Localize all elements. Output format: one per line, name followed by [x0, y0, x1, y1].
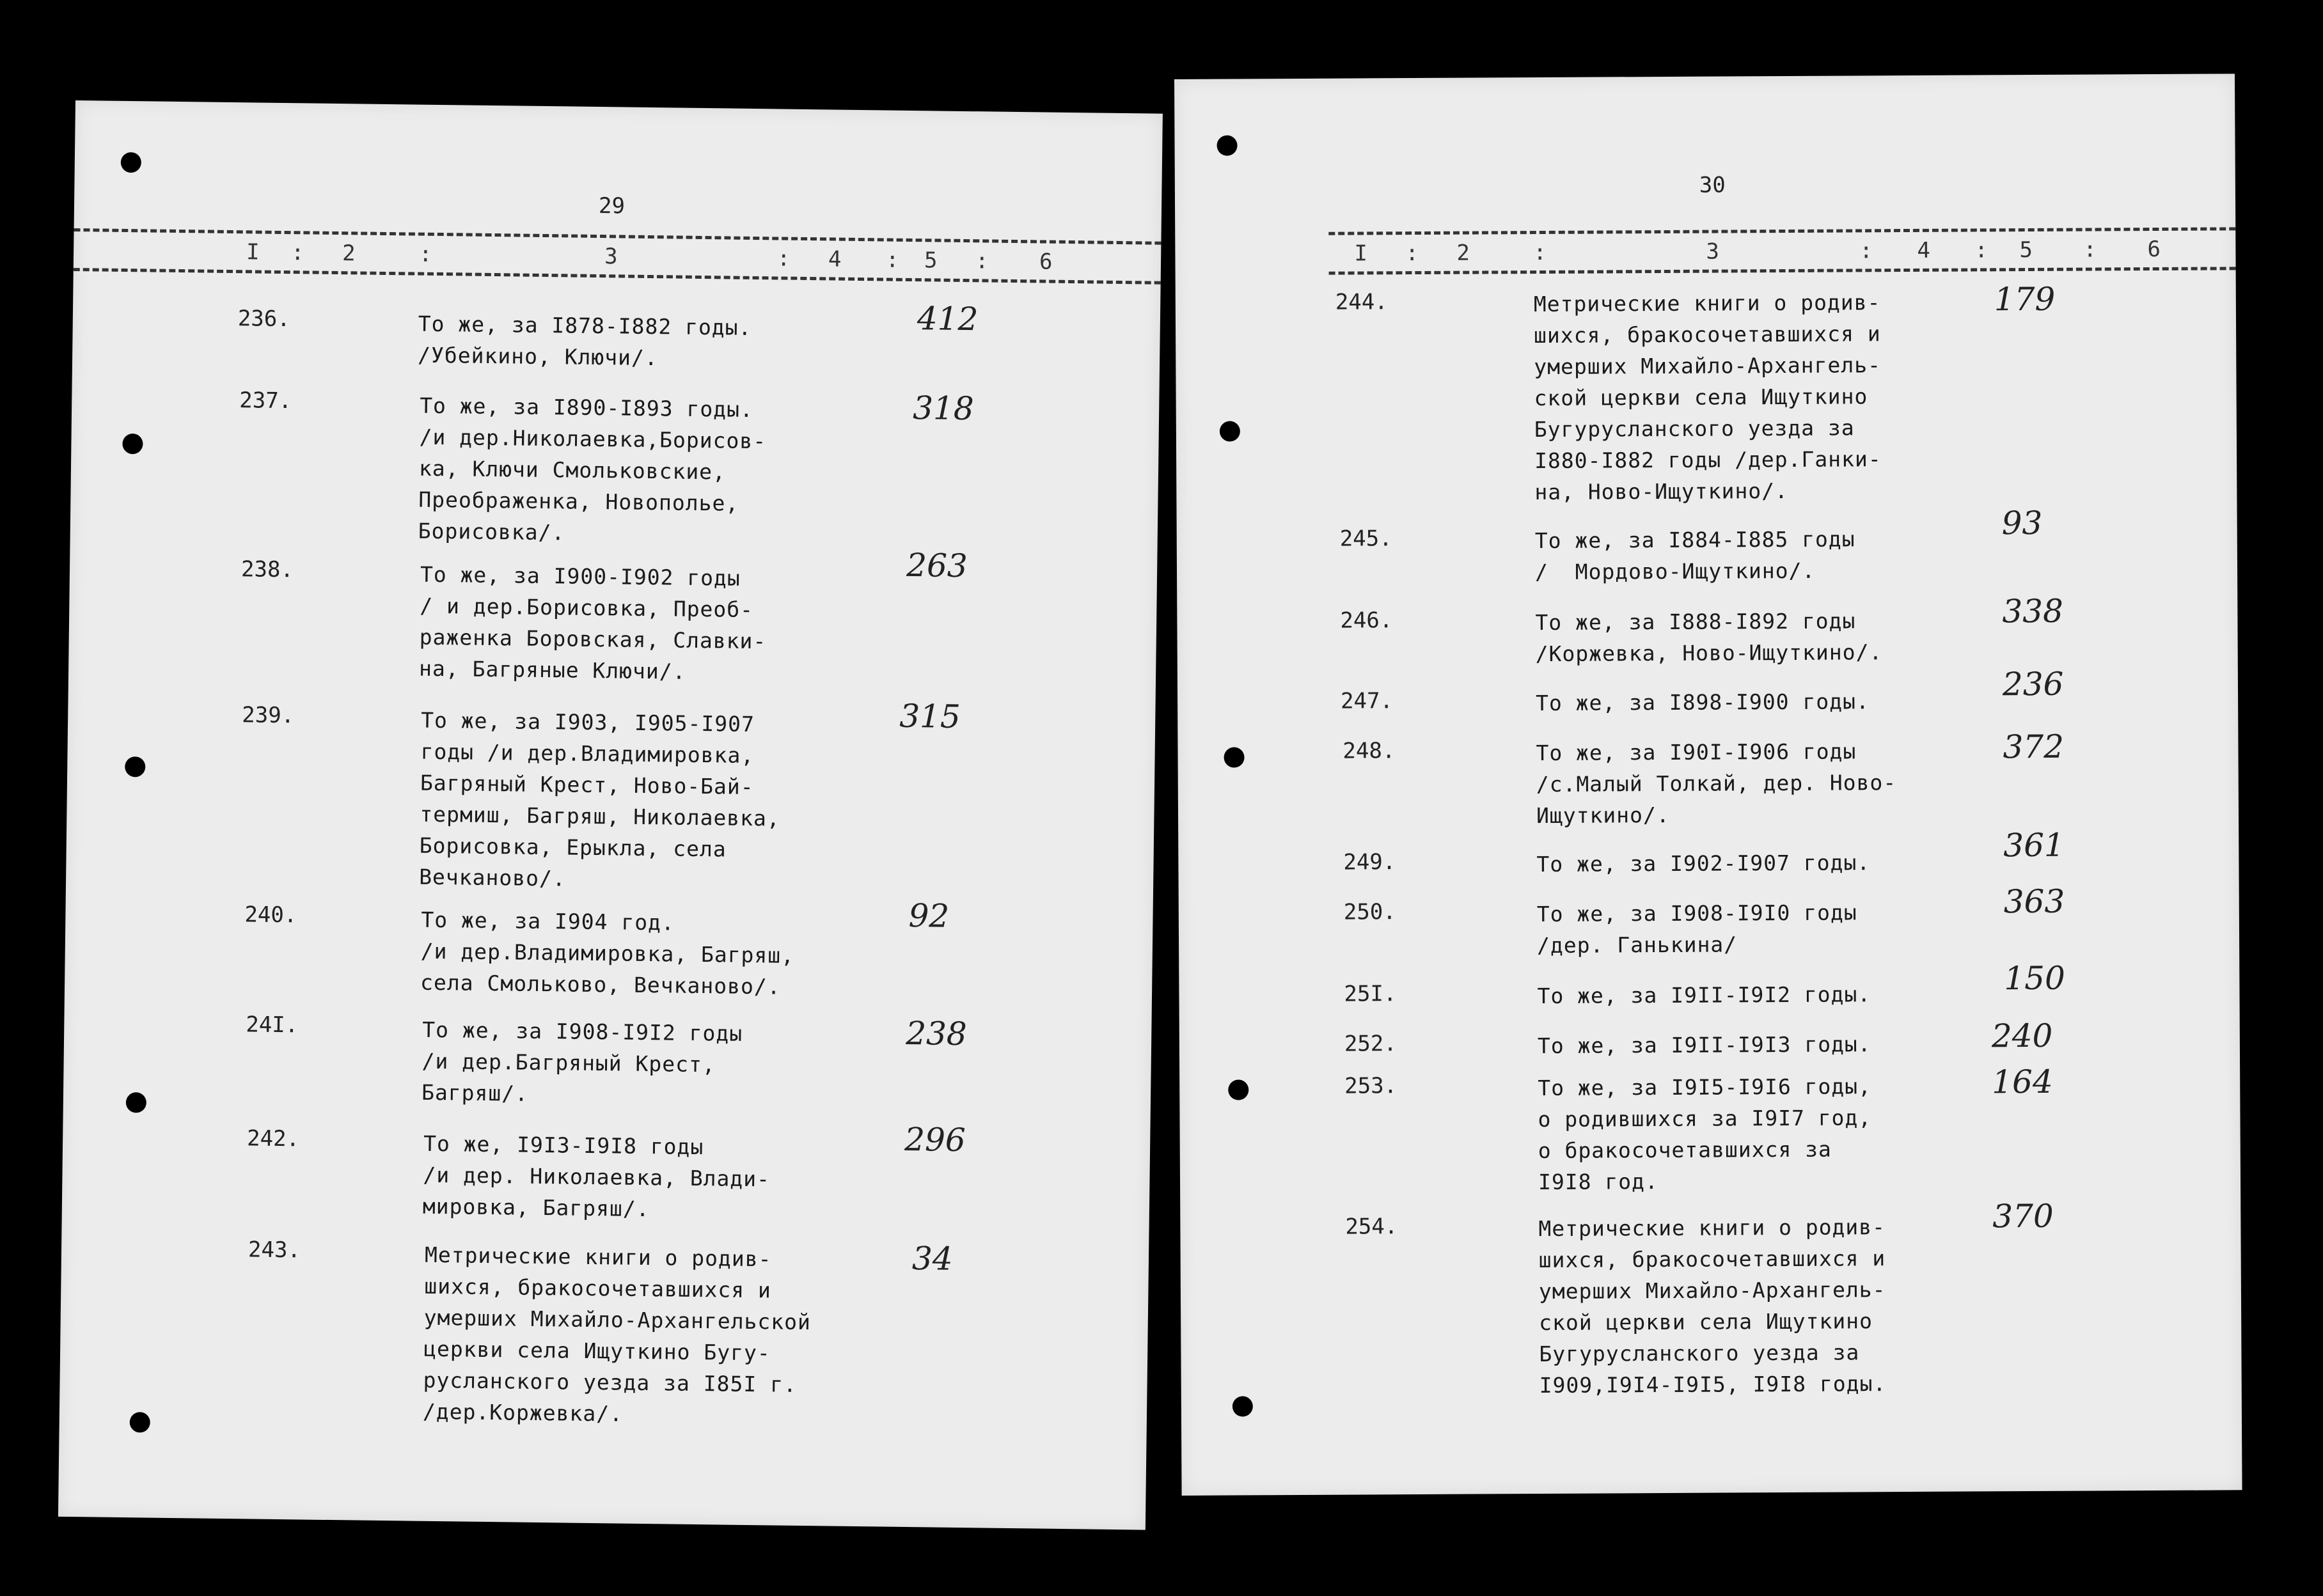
register-entry: 240. То же, за I904 год. /и дер.Владимировка, Багряш, села Смольково, Вечканово/. 92 — [244, 897, 950, 999]
register-entry: 252. То же, за I9II-I9I3 годы. 240 — [1344, 1017, 2053, 1059]
binder-hole — [126, 1092, 146, 1113]
handwritten-count: 372 — [2003, 728, 2065, 766]
column-header: I : 2 : 3 : 4 : 5 : 6 — [74, 228, 1162, 286]
handwritten-count: 179 — [1994, 280, 2056, 318]
binder-hole — [1220, 421, 1240, 441]
handwritten-count: 34 — [911, 1240, 953, 1278]
handwritten-count: 93 — [2001, 504, 2043, 542]
page-number: 30 — [1699, 172, 1726, 198]
handwritten-count: 361 — [2003, 826, 2065, 864]
register-entry: 248. То же, за I90I-I906 годы /с.Малый Толкай, дер. Ново- Ищуткино/. 372 — [1343, 728, 2065, 829]
register-entry: 250. То же, за I908-I9I0 годы /дер. Ганькина/ 363 — [1343, 882, 2065, 958]
register-entry: 245. То же, за I884-I885 годы / Мордово-Ищуткино/. 93 — [1339, 504, 2043, 585]
handwritten-count: 370 — [1992, 1197, 2054, 1235]
register-entry: 25I. То же, за I9II-I9I2 годы. 150 — [1344, 959, 2065, 1009]
handwritten-count: 338 — [2002, 592, 2063, 630]
binder-hole — [125, 756, 145, 777]
binder-hole — [1228, 1079, 1248, 1100]
register-entry: 237. То же, за I890-I893 годы. /и дер.Николаевка,Борисов- ка, Ключи Смольковские, Преображенка, Новополье, Борисовка/. 318 — [239, 387, 975, 545]
handwritten-count: 263 — [906, 546, 968, 585]
handwritten-count: 240 — [1991, 1017, 2053, 1055]
register-entry: 253. То же, за I9I5-I9I6 годы, о родившихся за I9I7 год, о бракосочетавшихся за I9I8 год. 164 — [1344, 1063, 2053, 1195]
handwritten-count: 238 — [905, 1014, 968, 1053]
binder-hole — [1232, 1396, 1253, 1416]
handwritten-count: 164 — [1992, 1063, 2053, 1101]
register-entry: 244. Метрические книги о родив- шихся, бракосочетавшихся и умерших Михайло-Архангель- ской церкви села Ищуткино Бугурусланского уезда за I880-I882 годы /дер.Ганки- на, Ново-Ищуткино/. 179 — [1335, 280, 2056, 505]
handwritten-count: 296 — [904, 1120, 966, 1159]
binder-hole — [121, 152, 141, 173]
page-number: 29 — [598, 193, 626, 219]
register-entry: 246. То же, за I888-I892 годы /Коржевка, Ново-Ищуткино/. 338 — [1340, 592, 2063, 667]
handwritten-count: 92 — [908, 897, 950, 935]
archive-page-left — [58, 100, 1163, 1530]
register-entry: 238. То же, за I900-I902 годы / и дер.Борисовка, Преоб- раженка Боровская, Славки- на, Багряные Ключи/. 263 — [240, 546, 968, 684]
binder-hole — [1224, 747, 1244, 767]
register-entry: 24I. То же, за I908-I9I2 годы /и дер.Багряный Крест, Багряш/. 238 — [246, 1012, 968, 1106]
handwritten-count: 318 — [912, 389, 975, 428]
archive-page-right — [1174, 74, 2242, 1496]
binder-hole — [130, 1412, 150, 1432]
register-entry: 236. То же, за I878-I882 годы. /Убейкино, Ключи/. 412 — [237, 300, 979, 371]
register-entry: 243. Метрические книги о родив- шихся, бракосочетавшихся и умерших Михайло-Архангельской церкви села Ищуткино Бугу- русланского уезда за I85I г. /дер.Коржевка/. 34 — [248, 1237, 953, 1427]
register-entry: 247. То же, за I898-I900 годы. 236 — [1340, 665, 2064, 716]
register-entry: 249. То же, за I902-I907 годы. 361 — [1343, 826, 2065, 877]
register-entry: 239. То же, за I903, I905-I907 годы /и дер.Владимировка, Багряный Крест, Ново-Бай- термиш, Багряш, Николаевка, Борисовка, Ерыкла, села Вечканово/. 315 — [242, 697, 961, 891]
handwritten-count: 412 — [917, 300, 979, 338]
binder-hole — [122, 434, 143, 454]
register-entry: 242. То же, I9I3-I9I8 годы /и дер. Николаевка, Влади- мировка, Багряш/. 296 — [246, 1120, 966, 1222]
handwritten-count: 150 — [2004, 959, 2065, 997]
column-header: I : 2 : 3 : 4 : 5 : 6 — [1175, 227, 2235, 278]
handwritten-count: 315 — [899, 697, 961, 735]
binder-hole — [1217, 135, 1237, 155]
handwritten-count: 236 — [2002, 665, 2064, 703]
register-entry: 254. Метрические книги о родив- шихся, бракосочетавшихся и умерших Михайло-Архангель- ской церкви села Ищуткино Бугурусланского уезда за I909,I9I4-I9I5, I9I8 годы. 370 — [1345, 1197, 2054, 1398]
handwritten-count: 363 — [2003, 882, 2065, 921]
